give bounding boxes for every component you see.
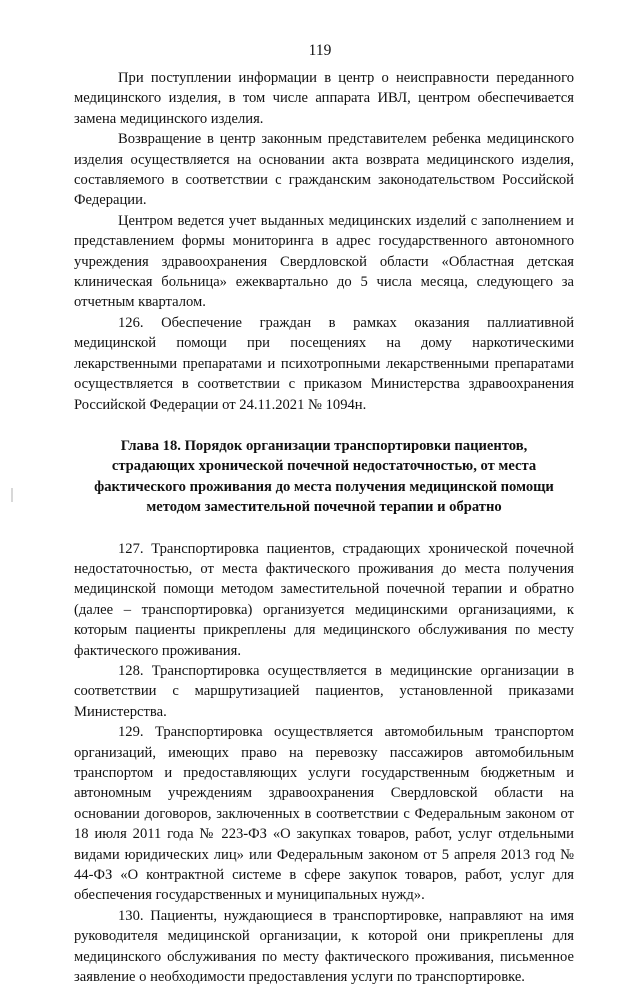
paragraph-device-return: Возвращение в центр законным представителем ребенка медицинского изделия осуществляется на основании акта возврата медицинского изделия, составляемого в соответствии с гражданским законодательством Российской Федерации. [74,131,574,209]
paragraph-device-accounting: Центром ведется учет выданных медицинских изделий с заполнением и представлением формы мониторинга в адрес государственного автономного учреждения здравоохранения Свердловской области «Областная детская клиническая больница» ежеквартально до 5 числа месяца, следующего за отчетным кварталом. [74,212,574,311]
document-body [74,68,574,987]
paragraph-127: 127. Транспортировка пациентов, страдающих хронической почечной недостаточностью, от места фактического проживания до места получения медицинской помощи методом заместительной почечной терапии и обратно (далее – транспортировка) организуется медицинскими организациями, к которым пациенты прикреплены для медицинского обслуживания по месту фактического проживания. [74,540,574,659]
paragraph-130: 130. Пациенты, нуждающиеся в транспортировке, направляют на имя руководителя медицинской организации, к которой они прикреплены для медицинского обслуживания по месту фактического проживания, письменное заявление о необходимости предоставления услуги по транспортировке. [74,907,574,986]
page-number: 119 [308,42,332,59]
paragraph-126: 126. Обеспечение граждан в рамках оказания паллиативной медицинской помощи при посещениях на дому наркотическими лекарственными препаратами и психотропными лекарственными препаратами осуществляется в соответствии с приказом Министерства здравоохранения Российской Федерации от 24.11.2021 № 1094н. [74,314,574,413]
chapter-18-heading: Глава 18. Порядок организации транспортировки пациентов, страдающих хронической почечной недостаточностью, от места фактического проживания до места получения медицинской помощи методом заместительной почечной терапии и обратно [94,437,554,516]
paragraph-device-malfunction: При поступлении информации в центр о неисправности переданного медицинского изделия, в том числе аппарата ИВЛ, центром обеспечивается замена медицинского изделия. [74,70,574,127]
scan-artifact-mark [11,488,13,502]
paragraph-128: 128. Транспортировка осуществляется в медицинские организации в соответствии с маршрутизацией пациентов, установленной приказами Министерства. [74,662,574,720]
paragraph-129: 129. Транспортировка осуществляется автомобильным транспортом организаций, имеющих право на перевозку пассажиров автомобильным транспортом и предоставляющих услуги государственным бюджетным и автономным учреждениям здравоохранения Свердловской области на основании договоров, заключенных в соответствии с Федеральным законом от 18 июля 2011 года № 223-ФЗ «О закупках товаров, работ, услуг отдельными видами юридических лиц» или Федеральным законом от 5 апреля 2013 год № 44-ФЗ «О контрактной системе в сфере закупок товаров, работ, услуг для обеспечения государственных и муниципальных нужд». [74,724,574,904]
